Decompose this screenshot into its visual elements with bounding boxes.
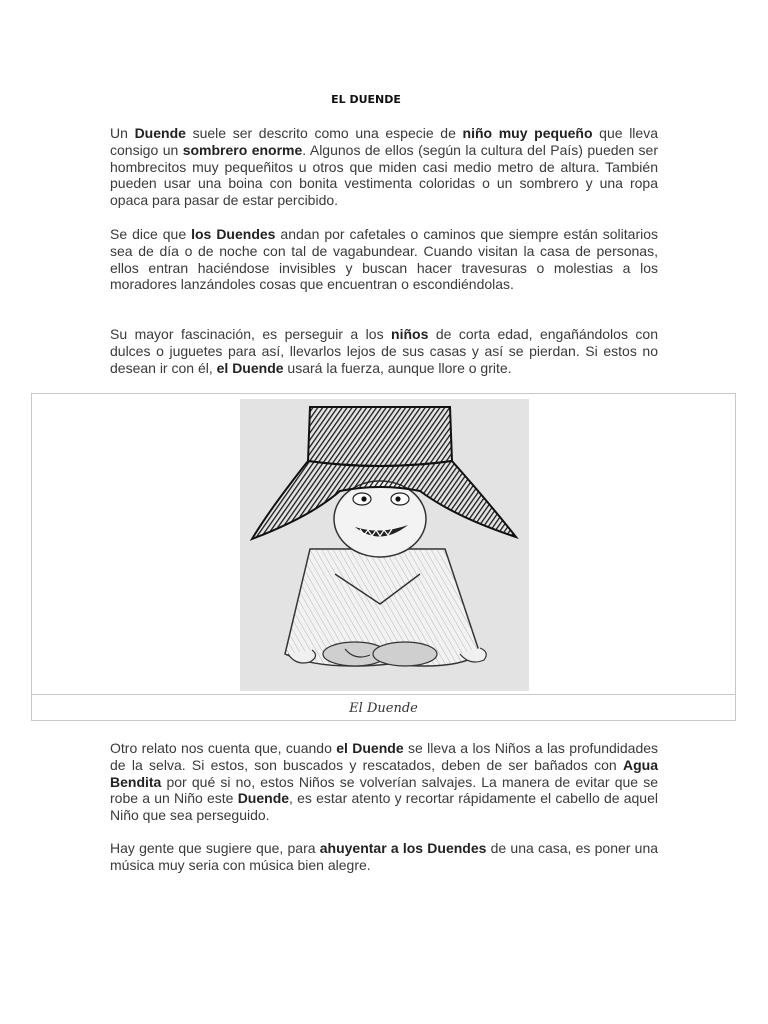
paragraph-1 [110, 125, 658, 209]
bold-run: sombrero enorme [182, 141, 303, 158]
bold-run: el Duende [336, 740, 404, 756]
text-run: usará la fuerza, aunque llore o grite. [283, 359, 512, 376]
paragraph-4 [110, 740, 658, 824]
figure-box [31, 393, 736, 721]
text-run: Un [110, 125, 135, 141]
text-run: que lleva consigo un [110, 125, 658, 158]
bold-run: los Duendes [191, 226, 276, 242]
text-run: de una casa, es poner una música muy seria con música bien alegre. [110, 840, 659, 873]
text-run: andan por cafetales o caminos que siempre están solitarios sea de día o de noche con tal de vagabundear. Cuando visitan la casa de personas, ellos entran haciéndose invisibles y buscan hacer travesuras o molestias a los moradores lanzándoles cosas que encuentran o escondiéndolas. [110, 226, 659, 293]
bold-run: Agua Bendita [110, 756, 658, 790]
text-run: suele ser descrito como una especie de [185, 125, 463, 141]
figure-caption: El Duende [349, 701, 418, 716]
text-run: de corta edad, engañándolos con dulces o juguetes para así, llevarlos lejos de sus casas y así se pierdan. Si estos no desean ir con él, [110, 326, 658, 376]
text-run: Otro relato nos cuenta que, cuando [110, 740, 337, 756]
duende-illustration-icon [240, 399, 529, 691]
bold-run: Duende [134, 125, 186, 141]
bold-run: niño muy pequeño [462, 125, 593, 141]
text-run: Su mayor fascinación, es perseguir a los [110, 326, 392, 342]
text-run: , es estar atento y recortar rápidamente el cabello de aquel Niño que sea perseguido. [110, 790, 658, 824]
paragraph-5 [110, 840, 658, 874]
text-run: Se dice que [110, 226, 192, 242]
bold-run: el Duende [216, 359, 284, 376]
text-run: Hay gente que sugiere que, para [110, 840, 320, 856]
text-run: se lleva a los Niños a las profundidades de la selva. Si estos, son buscados y rescatados, deben de ser bañados con [110, 740, 659, 773]
document-title: EL DUENDE [331, 93, 401, 106]
bold-run: niños [391, 326, 429, 342]
text-run: . Algunos de ellos (según la cultura del País) pueden ser hombrecitos muy pequeñitos u otros que miden casi medio metro de altura. También pueden usar una boina con bonita vestimenta coloridas o un sombrero y una ropa opaca para pasar de estar percibido. [110, 141, 658, 209]
figure-divider [32, 694, 735, 695]
bold-run: Duende [237, 790, 290, 807]
bold-run: ahuyentar a los Duendes [319, 840, 487, 856]
paragraph-3 [110, 326, 658, 376]
text-run: por qué si no, estos Niños se volverían salvajes. La manera de evitar que se robe a un Niño este [110, 773, 658, 807]
paragraph-2 [110, 226, 658, 293]
